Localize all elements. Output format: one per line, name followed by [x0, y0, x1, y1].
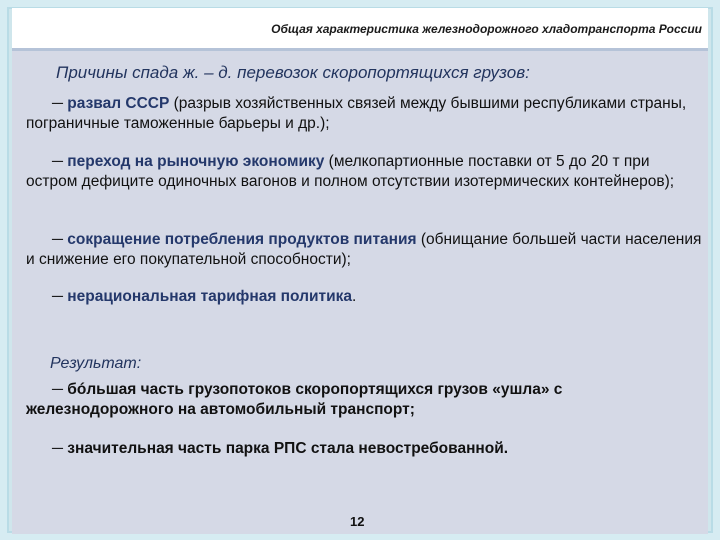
dash-marker: ─: [52, 95, 68, 112]
cause-keyword: нерациональная тарифная политика: [67, 288, 353, 305]
page-number: 12: [350, 514, 365, 529]
cause-item: [26, 287, 702, 307]
result-item: ─ значительная часть парка РПС стала невостребованной.: [52, 440, 509, 457]
causes-heading: Причины спада ж. – д. перевозок скоропортящихся грузов:: [56, 63, 530, 82]
cause-item: [26, 94, 702, 134]
cause-item: [26, 152, 702, 192]
dash-marker: ─: [52, 288, 68, 305]
result-heading: Результат:: [50, 355, 142, 372]
header-title: Общая характеристика железнодорожного хладотранспорта России: [271, 22, 702, 36]
cause-keyword: переход на рыночную экономику: [67, 153, 325, 170]
cause-keyword: развал СССР: [67, 95, 170, 112]
slide: [12, 8, 708, 534]
cause-keyword: сокращение потребления продуктов питания: [67, 231, 417, 248]
cause-text: (обнищание большей части населения и снижение его покупательной способности);: [26, 231, 702, 268]
cause-item: [26, 230, 702, 270]
result-item: ─ бóльшая часть грузопотоков скоропортящихся грузов «ушла» с железнодорожного на автомобильный транспорт;: [26, 381, 563, 418]
dash-marker: ─: [52, 231, 68, 248]
cause-text: (мелкопартионные поставки от 5 до 20 т при остром дефиците одиночных вагонов и полном отсутствии изотермических контейнеров);: [26, 153, 675, 190]
dash-marker: ─: [52, 153, 68, 170]
cause-text: (разрыв хозяйственных связей между бывшими республиками страны, пограничные таможенные барьеры и др.);: [26, 95, 687, 132]
cause-text: .: [352, 288, 357, 305]
slide-header: [12, 8, 708, 51]
